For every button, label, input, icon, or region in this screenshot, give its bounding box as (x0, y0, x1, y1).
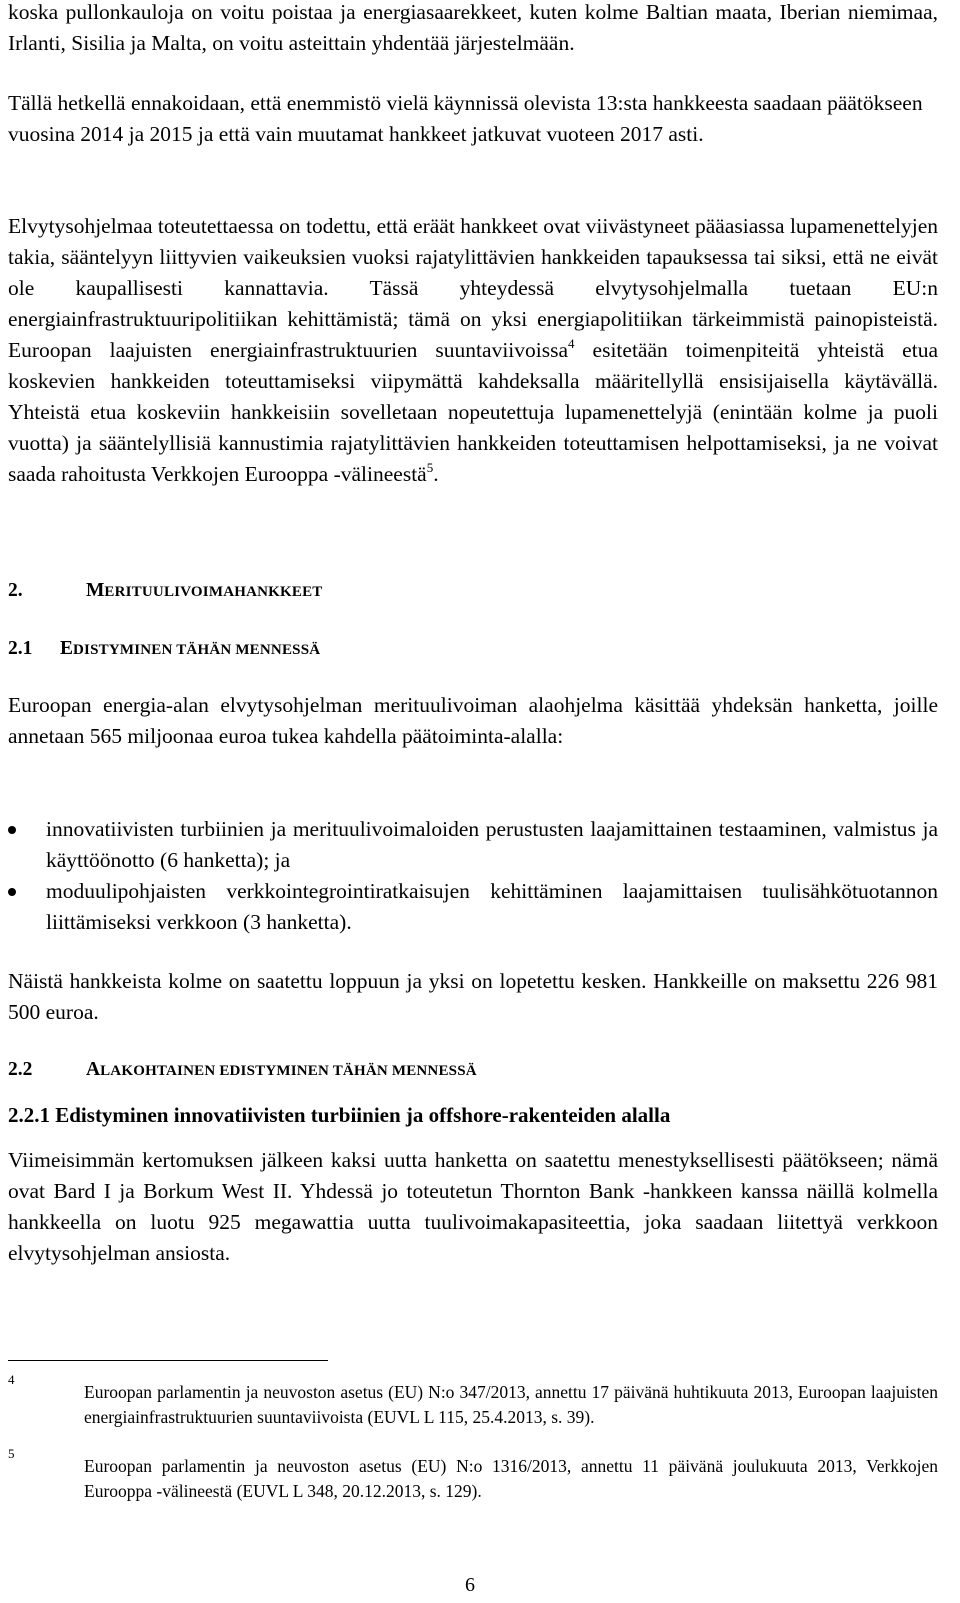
footnote-ref-4[interactable]: 4 (568, 336, 575, 351)
list-item (8, 814, 938, 876)
paragraph-delays-part-c: . (433, 462, 439, 486)
paragraph-intro-continuation: koska pullonkauloja on voitu poistaa ja energiasaarekkeet, kuten kolme Baltian maata, Iberian niemimaa, Irlanti, Sisilia ja Malta, on voitu asteittain yhdentää järjestelmään. (8, 0, 938, 55)
paragraph-delays-part-b: esitetään toimenpiteitä yhteistä etua koskevien hankkeiden toteuttamiseksi viipymättä kahdeksalla määritellyllä ensisijaisella käytävällä. Yhteistä etua koskeviin hankkeisiin sovelletaan nopeutettuja lupamenettelyjä (enintään kolme ja puoli vuotta) ja sääntelyllisiä kannustimia rajatylittävien hankkeiden toteuttamisen helpottamiseksi, ja ne voivat saada rahoitusta Verkkojen Eurooppa -välineestä (8, 338, 938, 486)
heading-text: LAKOHTAINEN EDISTYMINEN TÄHÄN MENNESSÄ (100, 1063, 477, 1079)
heading-number: 2.1 (8, 638, 33, 659)
heading-initial: M (86, 580, 105, 601)
footnote-text: Euroopan parlamentin ja neuvoston asetus (EU) N:o 347/2013, annettu 17 päivänä huhtikuuta 2013, Euroopan laajuisten energiainfrastruktuurien suuntaviivoista (EUVL L 115, 25.4.2013, s. 39). (84, 1382, 938, 1427)
list-item (8, 876, 938, 938)
page-number: 6 (465, 1574, 475, 1596)
heading-text: ERITUULIVOIMAHANKKEET (104, 584, 323, 600)
heading-text: DISTYMINEN TÄHÄN MENNESSÄ (73, 642, 321, 658)
footnote-mark: 4 (8, 1372, 15, 1387)
heading-section-2-2-1: 2.2.1 Edistyminen innovatiivisten turbiinien ja offshore-rakenteiden alalla (8, 1103, 671, 1127)
paragraph-delays-part-a: Elvytysohjelmaa toteutettaessa on todettu, että eräät hankkeet ovat viivästyneet pääasiassa lupamenettelyjen takia, sääntelyyn liittyvien vaikeuksien vuoksi rajatylittävien hankkeiden tapauksessa tai siksi, että ne eivät ole kaupallisesti kannattavia. Tässä yhteydessä elvytysohjelmalla tuetaan EU:n energiainfrastruktuuripolitiikan kehittämistä; tämä on yksi energiapolitiikan tärkeimmistä painopisteistä. Euroopan laajuisten energiainfrastruktuurien suuntaviivoissa (8, 214, 938, 362)
bullet-icon (8, 888, 16, 896)
bullet-icon (8, 826, 16, 834)
heading-number: 2.2 (8, 1059, 33, 1080)
bullet-list (8, 814, 938, 938)
footnote-mark: 5 (8, 1446, 15, 1461)
paragraph-new-projects: Viimeisimmän kertomuksen jälkeen kaksi uutta hanketta on saatettu menestyksellisesti päätökseen; nämä ovat Bard I ja Borkum West II. Yhdessä jo toteutetun Thornton Bank -hankkeen kanssa näillä kolmella hankkeella on luotu 925 megawattia uutta tuulivoimakapasiteettia, joka saadaan liitettyä verkkoon elvytysohjelman ansiosta. (8, 1148, 938, 1265)
list-item-text: innovatiivisten turbiinien ja merituulivoimaloiden perustusten laajamittainen testaaminen, valmistus ja käyttöönotto (6 hanketta); ja (46, 817, 938, 872)
footnote-text: Euroopan parlamentin ja neuvoston asetus (EU) N:o 1316/2013, annettu 11 päivänä joulukuuta 2013, Verkkojen Eurooppa -välineestä (EUVL L 348, 20.12.2013, s. 129). (84, 1456, 938, 1501)
heading-number: 2. (8, 580, 23, 601)
paragraph-payments: Näistä hankkeista kolme on saatettu loppuun ja yksi on lopetettu kesken. Hankkeille on maksettu 226 981 500 euroa. (8, 969, 938, 1024)
heading-initial: A (86, 1059, 101, 1080)
heading-section-2-2 (8, 1057, 477, 1084)
heading-section-2-1 (8, 636, 320, 663)
footnote-ref-5[interactable]: 5 (426, 460, 434, 475)
paragraph-delays (8, 211, 938, 490)
heading-section-2 (8, 578, 323, 605)
footnote-separator (8, 1360, 328, 1361)
paragraph-offshore-programme: Euroopan energia-alan elvytysohjelman merituulivoiman alaohjelma käsittää yhdeksän hanketta, joille annetaan 565 miljoonaa euroa tukea kahdella päätoiminta-alalla: (8, 693, 938, 748)
list-item-text: moduulipohjaisten verkkointegrointiratkaisujen kehittäminen laajamittaisen tuulisähkötuotannon liittämiseksi verkkoon (3 hanketta). (46, 879, 938, 934)
paragraph-project-completion: Tällä hetkellä ennakoidaan, että enemmistö vielä käynnissä olevista 13:sta hankkeesta saadaan päätökseen vuosina 2014 ja 2015 ja että vain muutamat hankkeet jatkuvat vuoteen 2017 asti. (8, 91, 923, 146)
heading-initial: E (60, 638, 74, 659)
